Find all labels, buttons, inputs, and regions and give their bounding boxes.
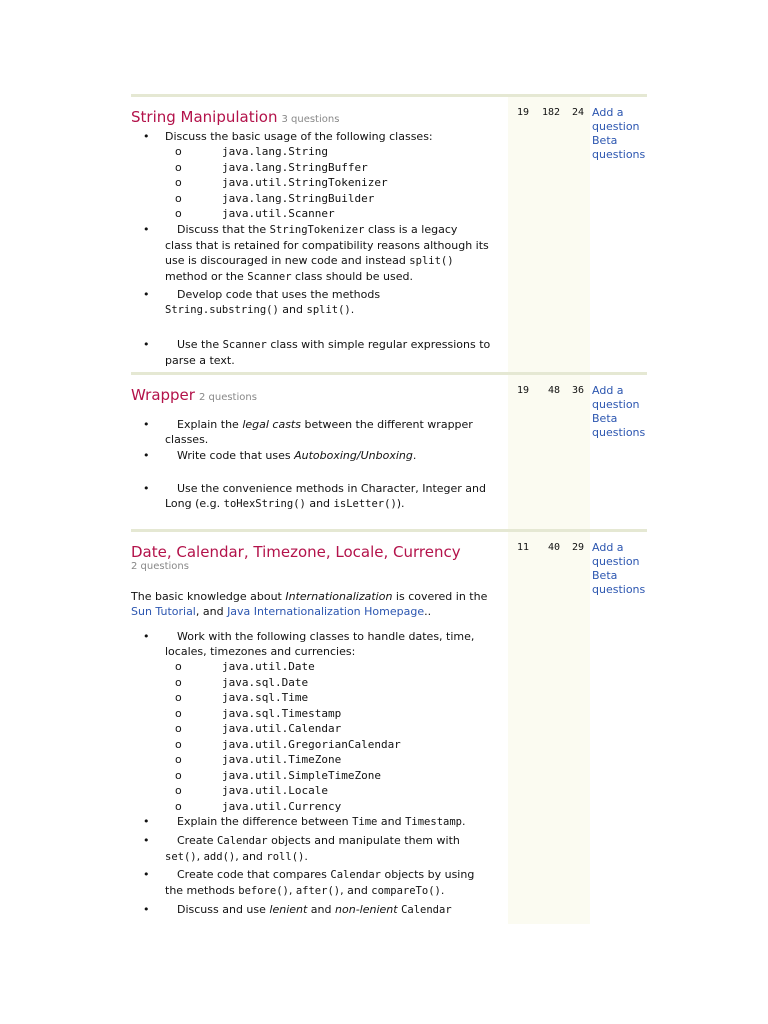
stat-value: 182 (535, 97, 566, 372)
list-item: o java.util.Calendar (131, 721, 506, 737)
stat-value: 19 (508, 375, 535, 529)
stat-value: 36 (566, 375, 590, 529)
list-item: • Use the Scanner class with simple regular expressions to parse a text. (131, 337, 506, 368)
list-item: o java.sql.Date (131, 675, 506, 691)
stat-value: 48 (535, 375, 566, 529)
list-item: o java.util.Scanner (131, 206, 506, 222)
section-string-manipulation (131, 94, 647, 372)
question-count: 3 questions (281, 114, 340, 125)
stats-columns (508, 532, 647, 924)
section-content (131, 375, 508, 529)
stat-value: 29 (566, 532, 590, 924)
list-item: • Explain the legal casts between the different wrapper classes. (131, 417, 506, 447)
list-item: • Develop code that uses the methods String.substring() and split(). (131, 287, 506, 318)
question-count: 2 questions (131, 561, 189, 572)
list-item: o java.lang.StringBuffer (131, 160, 506, 176)
objective-list (131, 222, 506, 368)
stats-columns (508, 97, 647, 372)
list-item: • Work with the following classes to handle dates, time, locales, timezones and currencies: (131, 629, 506, 659)
class-list (131, 144, 506, 222)
add-question-link[interactable]: Add a question Beta questions (592, 106, 646, 161)
section-title: Date, Calendar, Timezone, Locale, Currency (131, 543, 461, 561)
add-question-link[interactable]: Add a question Beta questions (592, 384, 646, 439)
list-item: o java.lang.String (131, 144, 506, 160)
list-item: o java.util.Currency (131, 799, 506, 815)
section-title: String Manipulation 3 questions (131, 108, 340, 126)
objective-list (131, 129, 506, 144)
list-item: • Create code that compares Calendar objects by using the methods before(), after(), and compareTo(). (131, 867, 506, 899)
section-date-calendar (131, 529, 647, 924)
class-list (131, 659, 506, 814)
stats-columns (508, 375, 647, 529)
list-item: o java.util.TimeZone (131, 752, 506, 768)
add-question-link[interactable]: Add a question Beta questions (592, 541, 646, 596)
list-item: o java.sql.Timestamp (131, 706, 506, 722)
list-item: • Explain the difference between Time and Timestamp. (131, 814, 506, 830)
list-item: o java.util.Date (131, 659, 506, 675)
list-item: • Discuss that the StringTokenizer class is a legacy class that is retained for compatibility reasons although its use is discouraged in new code and instead split() method or the Scanner class should be used. (131, 222, 506, 285)
stat-value: 40 (535, 532, 566, 924)
section-title: Wrapper 2 questions (131, 386, 257, 404)
list-item: o java.lang.StringBuilder (131, 191, 506, 207)
stat-value: 19 (508, 97, 535, 372)
list-item: o java.sql.Time (131, 690, 506, 706)
list-item: o java.util.Locale (131, 783, 506, 799)
list-item: • Use the convenience methods in Character, Integer and Long (e.g. toHexString() and isLetter()). (131, 481, 506, 512)
stat-value: 11 (508, 532, 535, 924)
java-i18n-homepage-link[interactable]: Java Internationalization Homepage (227, 605, 425, 618)
section-wrapper (131, 372, 647, 529)
list-item: • Write code that uses Autoboxing/Unboxing. (131, 448, 506, 463)
question-count: 2 questions (198, 392, 257, 403)
section-content (131, 532, 508, 924)
objective-list (131, 417, 506, 512)
list-item: • Discuss and use lenient and non-lenient Calendar (131, 902, 506, 918)
list-item: • Create Calendar objects and manipulate them with set(), add(), and roll(). (131, 833, 506, 865)
intro-paragraph: The basic knowledge about Internationalization is covered in the Sun Tutorial, and Java Internationalization Homepage.. (131, 590, 488, 618)
stat-value: 24 (566, 97, 590, 372)
objective-list (131, 629, 506, 659)
list-item: o java.util.StringTokenizer (131, 175, 506, 191)
section-content (131, 97, 508, 372)
list-item: o java.util.SimpleTimeZone (131, 768, 506, 784)
list-item: o java.util.GregorianCalendar (131, 737, 506, 753)
objectives-table (131, 94, 647, 924)
sun-tutorial-link[interactable]: Sun Tutorial (131, 605, 196, 618)
list-item: • Discuss the basic usage of the following classes: (131, 129, 506, 144)
objective-list (131, 814, 506, 918)
